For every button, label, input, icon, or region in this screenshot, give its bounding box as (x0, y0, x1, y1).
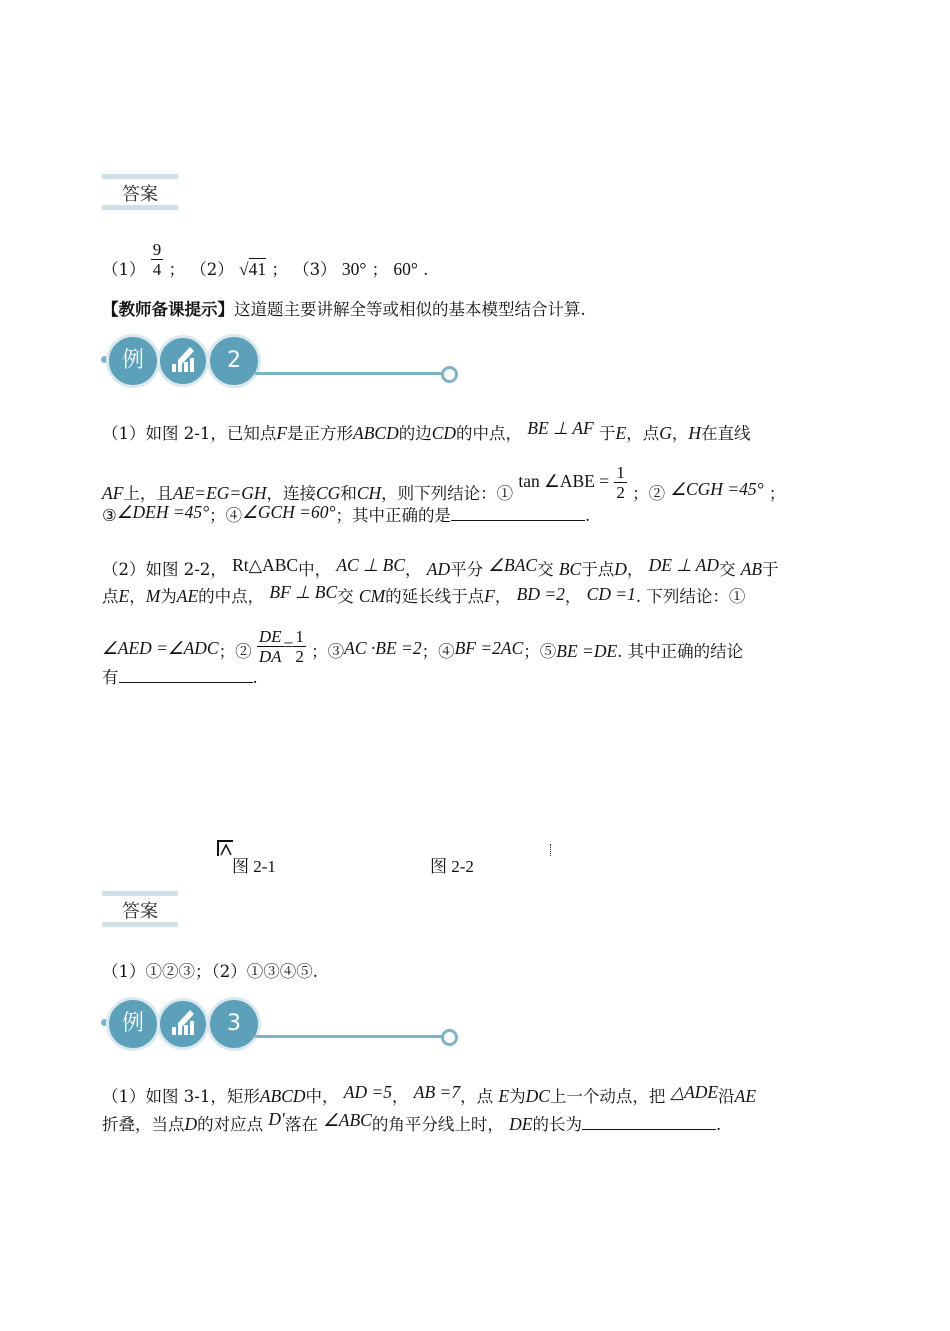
answer-2-line: （1）①②③；（2）①③④⑤. (102, 962, 318, 981)
ex3-q1-line1: （1）如图 3-1，矩形ABCD中， AD =5， AB =7，点 E为DC上一个动点，把 △ADE沿AE (102, 1082, 757, 1106)
answer-badge-label: 答案 (122, 901, 158, 922)
teacher-hint (102, 299, 586, 321)
example-badge: 例 (106, 334, 160, 388)
ex2-q2-line2: 点E，M为AE的中点， BF ⊥ BC交 CM的延长线于点F， BD =2， CD =1. 下列结论：① (102, 582, 746, 606)
ex2-q2-line1: （2）如图 2-2， Rt△ABC中， AC ⊥ BC， AD平分 ∠BAC交 BC于点D， DE ⊥ AD交 AB于 (102, 555, 779, 579)
answer-blank[interactable] (451, 504, 585, 521)
hint-text: 这道题主要讲解全等或相似的基本模型结合计算. (234, 300, 586, 319)
sqrt-value: 41 (248, 259, 267, 279)
ex2-q1-line3: ③∠DEH =45°；④∠GCH =60°；其中正确的是 . (102, 502, 591, 525)
example-pen-icon (157, 998, 209, 1050)
answer-badge (102, 891, 178, 927)
answer-blank[interactable] (119, 666, 253, 683)
figure-2-1-caption: 图 2-1 (232, 857, 276, 876)
figure-2-2-remnant (550, 844, 554, 856)
example-number: 2 (207, 334, 261, 388)
answer-badge-label: 答案 (122, 184, 158, 205)
figure-2-2-caption: 图 2-2 (430, 857, 474, 876)
example-line-end (441, 366, 458, 383)
hint-label: 【教师备课提示】 (102, 300, 234, 319)
example-number: 3 (207, 997, 261, 1051)
example-line (255, 1035, 443, 1038)
example-badge: 例 (106, 997, 160, 1051)
ex2-q1-line1: （1）如图 2-1，已知点F是正方形ABCD的边CD的中点， BE ⊥ AF 于E，点G，H在直线 (102, 418, 751, 443)
ex3-q1-line2: 折叠，当点D的对应点 D′落在 ∠ABC的角平分线上时， DE的长为 . (102, 1109, 722, 1134)
ex2-q2-line4: 有 . (102, 668, 258, 687)
fraction-9-4: $\frac{9}{4}$ (152, 240, 162, 279)
example-line-end (441, 1029, 458, 1046)
figure-2-1-remnant (217, 840, 233, 856)
ex2-q2-line3: ∠AED =∠ADC；② $\frac{DE}{DA}$ = $\frac{1}{2}$ ；③AC ·BE =2；④BF =2AC；⑤BE =DE. 其中正确的结论 (102, 627, 744, 666)
ex2-q1-line2: AF上，且AE=EG=GH，连接CG和CH，则下列结论：① tan ∠ABE = $\frac{1}{2}$ ；② ∠CGH =45° ； (102, 463, 786, 503)
answer-badge (102, 174, 178, 210)
answer-blank[interactable] (582, 1113, 716, 1130)
answer-1-line: （1） $\frac{9}{4}$ ； （2） √41 ； （3） 30° ； 60° . (102, 240, 429, 279)
example-pen-icon (157, 335, 209, 387)
sqrt-sign: √ (239, 259, 249, 279)
example-line (255, 372, 443, 375)
